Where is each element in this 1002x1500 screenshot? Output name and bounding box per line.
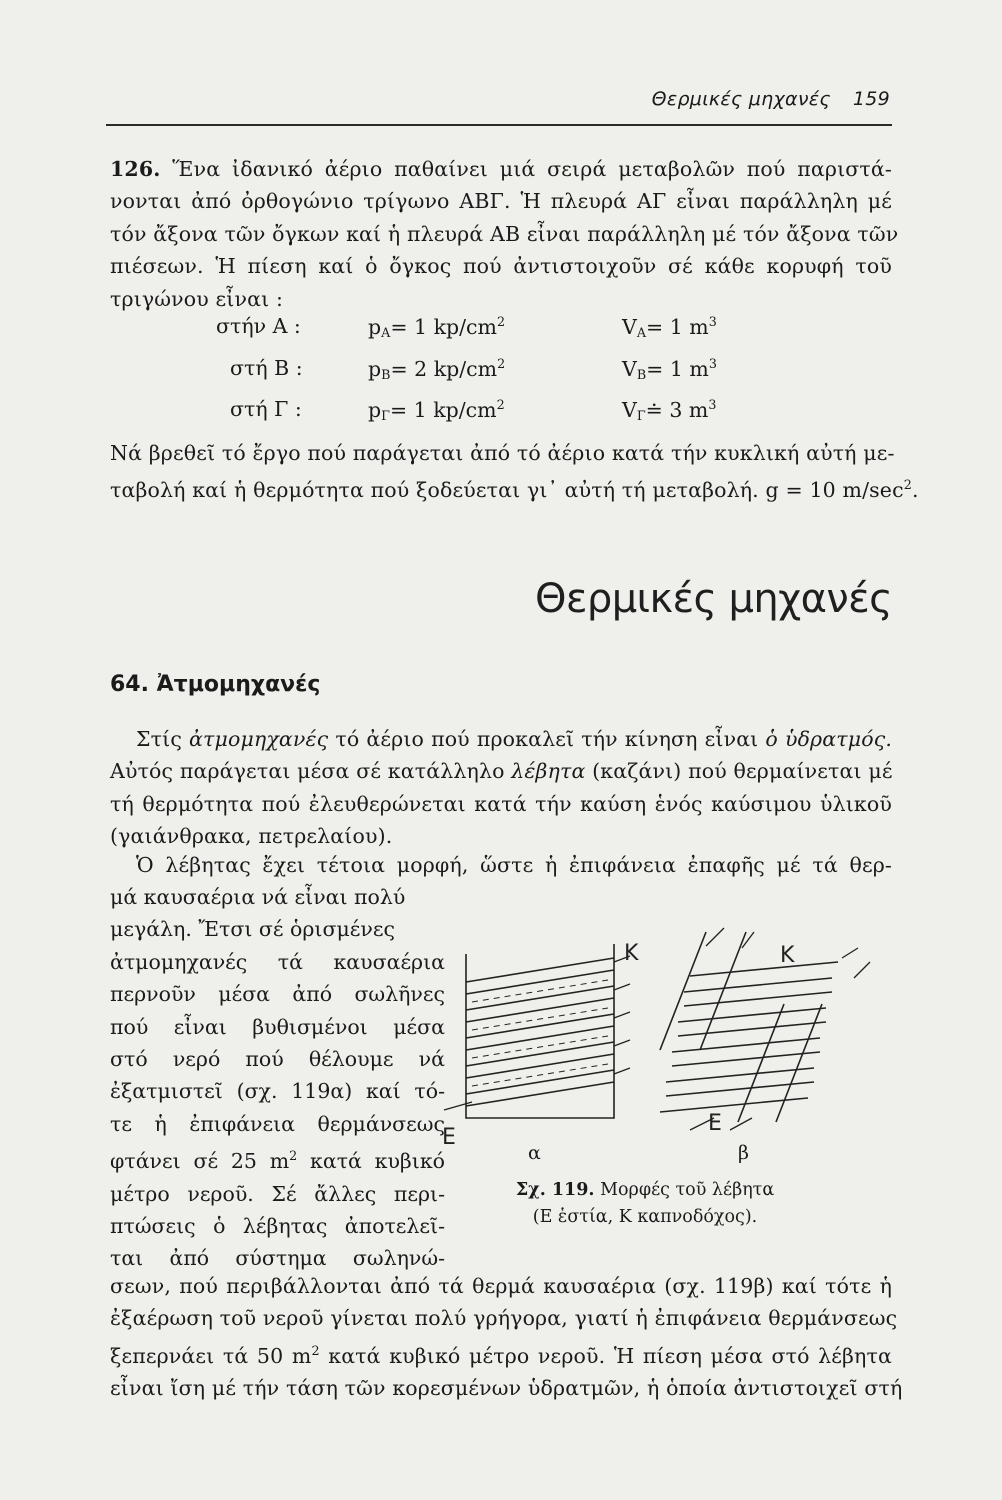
boiler-b-label-k: K <box>780 943 795 968</box>
problem-line: πιέσεων. Ἡ πίεση καί ὁ ὄγκος πού ἀντιστοιχοῦν σέ κάθε κορυφή τοῦ <box>110 254 892 279</box>
caption-number: Σχ. 119. <box>515 1180 595 1200</box>
body-line: στό νερό πού θέλουμε νά <box>110 1047 445 1072</box>
boiler-b-label-e: E <box>708 1111 722 1136</box>
body-line: μεγάλη. Ἔτσι σέ ὁρισμένες <box>110 917 395 942</box>
header-rule <box>106 124 892 126</box>
page-number: 159 <box>852 88 890 110</box>
body-line: εἶναι ἴση μέ τήν τάση τῶν κορεσμένων ὑδρατμῶν, ἡ ὁποία ἀντιστοιχεῖ στή <box>110 1376 903 1401</box>
question-text <box>110 437 919 507</box>
vertex-row-b: στή Β : $p_B= 2$ $kp/cm^2$ $V_B= 1$ $m^3$ <box>230 356 717 382</box>
running-title: Θερμικές μηχανές <box>651 88 831 110</box>
figure-caption-line-2: (Ε ἑστία, Κ καπνοδόχος). <box>532 1207 758 1227</box>
body-line: ἐξατμιστεῖ (σχ. 119α) καί τό- <box>110 1079 445 1104</box>
body-line: ἐξαέρωση τοῦ νεροῦ γίνεται πολύ γρήγορα, γιατί ἡ ἐπιφάνεια θερμάνσεως <box>110 1306 898 1331</box>
body-line: Αὐτός παράγεται μέσα σέ κατάλληλο λέβητα (καζάνι) πού θερμαίνεται μέ <box>110 759 893 784</box>
body-narrow-column <box>110 881 445 1275</box>
body-line: ται ἀπό σύστημα σωληνώ- <box>110 1246 445 1271</box>
body-paragraph-2-start <box>110 849 892 881</box>
body-line: μά καυσαέρια νά εἶναι πολύ <box>110 885 406 909</box>
body-line: Ὁ λέβητας ἔχει τέτοια μορφή, ὥστε ἡ ἐπιφάνεια ἐπαφῆς μέ τά θερ- <box>136 853 892 877</box>
vertex-row-a: στήν Α : $p_A= 1$ $kp/cm^2$ $V_A= 1$ $m^3$ <box>216 314 717 340</box>
body-paragraph-2-end <box>110 1270 903 1405</box>
boiler-a-label-e: E <box>442 1125 456 1144</box>
running-head <box>560 88 890 110</box>
body-line: τε ἡ ἐπιφάνεια θερμάνσεως <box>110 1111 445 1136</box>
body-line: ξεπερνάει τά 50 $m^2$ κατά κυβικό μέτρο νεροῦ. Ἡ πίεση μέσα στό λέβητα <box>110 1342 892 1368</box>
section-title: Ἀτμομηχανές <box>156 672 321 697</box>
boiler-figure <box>438 922 892 1144</box>
body-line: Στίς ἀτμομηχανές τό ἀέριο πού προκαλεῖ τήν κίνηση εἶναι ὁ ὑδρατμός. <box>136 727 893 751</box>
problem-number: 126. <box>110 157 161 181</box>
problem-line: νονται ἀπό ὀρθογώνιο τρίγωνο ΑΒΓ. Ἡ πλευρά ΑΓ εἶναι παράλληλη μέ <box>110 189 892 214</box>
body-line: τή θερμότητα πού ἐλευθερώνεται κατά τήν καύση ἑνός καύσιμου ὑλικοῦ <box>110 791 892 816</box>
body-paragraph-1 <box>110 723 892 853</box>
body-line: περνοῦν μέσα ἀπό σωλῆνες <box>110 982 445 1007</box>
section-heading <box>110 672 320 697</box>
boiler-b-diagram <box>660 928 870 1130</box>
body-line: πού εἶναι βυθισμένοι μέσα <box>110 1014 445 1039</box>
figure-label-a: α <box>528 1142 541 1164</box>
body-line: φτάνει σέ 25 $m^2$ κατά κυβικό <box>110 1148 445 1174</box>
body-line: πτώσεις ὁ λέβητας ἀποτελεῖ- <box>110 1214 445 1239</box>
problem-line: τόν ἄξονα τῶν ὄγκων καί ἡ πλευρά ΑΒ εἶναι παράλληλη μέ τόν ἄξονα τῶν <box>110 221 899 246</box>
chapter-title: Θερμικές μηχανές <box>535 576 892 622</box>
boiler-a-label-k: K <box>624 941 639 966</box>
problem-line: 126. Ἕνα ἰδανικό ἀέριο παθαίνει μιά σειρά μεταβολῶν πού παριστά- <box>110 157 892 181</box>
body-line: (γαιάνθρακα, πετρελαίου). <box>110 824 393 849</box>
figure-label-b: β <box>738 1142 749 1164</box>
problem-line: τριγώνου εἶναι : <box>110 286 284 311</box>
problem-text <box>110 153 899 315</box>
boiler-b-right-wall <box>738 1004 822 1122</box>
body-line: ἀτμομηχανές τά καυσαέρια <box>110 949 445 974</box>
boiler-a-diagram <box>444 944 630 1118</box>
vertex-row-g: στή Γ : $p_\Gamma= 1$ $kp/cm^2$ $V_\Gamma≐$ 3 $m^3$ <box>230 397 717 423</box>
figure-caption: Σχ. 119. Μορφές τοῦ λέβητα <box>515 1180 775 1200</box>
boiler-a-arrows <box>444 956 630 1110</box>
body-line: μέτρο νεροῦ. Σέ ἄλλες περι- <box>110 1181 445 1206</box>
boiler-b-tubes <box>660 962 838 1112</box>
section-number: 64. <box>110 672 149 697</box>
question-line: ταβολή καί ἡ θερμότητα πού ξοδεύεται γι᾿ αὐτή τή μεταβολή. g = 10 $m/\sec^2$. <box>110 477 919 503</box>
body-line: σεων, πού περιβάλλονται ἀπό τά θερμά καυσαέρια (σχ. 119β) καί τότε ἡ <box>110 1274 892 1298</box>
question-line: Νά βρεθεῖ τό ἔργο πού παράγεται ἀπό τό ἀέριο κατά τήν κυκλική αὐτή με- <box>110 441 895 465</box>
